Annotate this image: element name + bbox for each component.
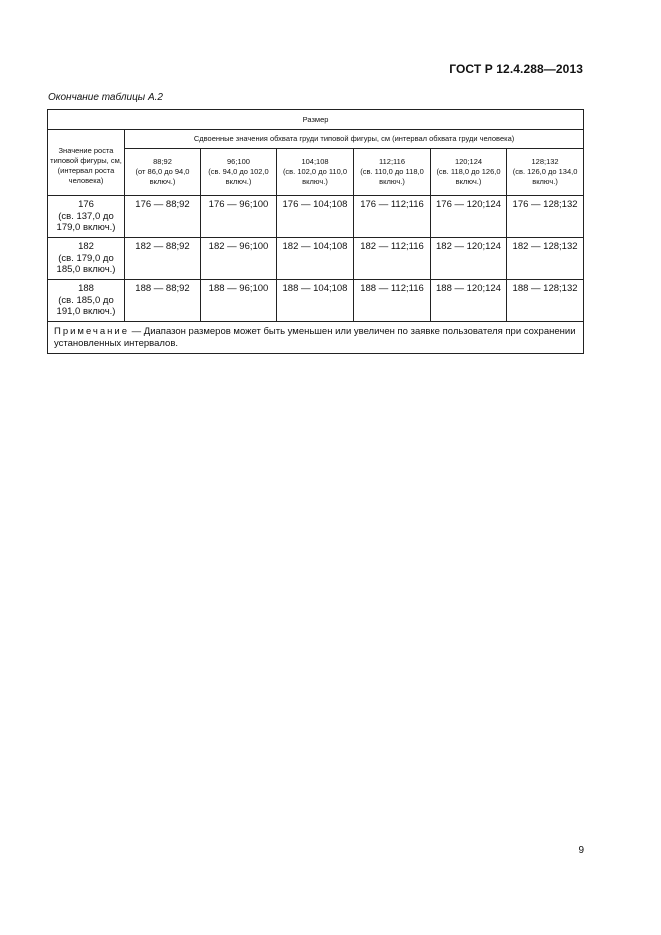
height-range: (св. 179,0 до 185,0 включ.)	[56, 252, 116, 275]
size-cell: 182 — 112;116	[354, 238, 431, 280]
chest-column-value: 112;116	[379, 157, 405, 166]
size-cell: 188 — 88;92	[125, 280, 201, 322]
note-text: — Диапазон размеров может быть уменьшен или увеличен по заявке пользователя при сохранении установленных интервалов.	[54, 326, 576, 349]
height-cell	[48, 196, 125, 238]
table-row	[48, 238, 584, 280]
size-cell: 182 — 96;100	[201, 238, 277, 280]
document-standard-number: ГОСТ Р 12.4.288—2013	[449, 62, 583, 76]
table-row	[48, 196, 584, 238]
height-cell	[48, 238, 125, 280]
page-number: 9	[578, 845, 584, 856]
size-cell: 188 — 120;124	[431, 280, 507, 322]
size-cell: 188 — 96;100	[201, 280, 277, 322]
height-range: (св. 185,0 до 191,0 включ.)	[56, 294, 116, 317]
chest-column-header	[277, 149, 354, 196]
chest-column-header	[354, 149, 431, 196]
size-cell: 188 — 128;132	[507, 280, 584, 322]
height-value: 182	[78, 241, 94, 252]
size-header: Размер	[48, 110, 584, 130]
size-cell: 188 — 112;116	[354, 280, 431, 322]
height-value: 176	[78, 199, 94, 210]
chest-column-range: (св. 94,0 до 102,0 включ.)	[208, 167, 269, 186]
chest-column-header	[431, 149, 507, 196]
size-cell: 182 — 88;92	[125, 238, 201, 280]
size-cell: 176 — 120;124	[431, 196, 507, 238]
height-range: (св. 137,0 до 179,0 включ.)	[56, 210, 116, 233]
size-cell: 176 — 96;100	[201, 196, 277, 238]
size-cell: 188 — 104;108	[277, 280, 354, 322]
chest-column-value: 88;92	[153, 157, 172, 166]
chest-column-range: (св. 102,0 до 110,0 включ.)	[282, 167, 348, 186]
height-value: 188	[78, 283, 94, 294]
chest-column-value: 120;124	[454, 157, 483, 166]
size-table	[47, 109, 584, 354]
chest-column-header	[125, 149, 201, 196]
chest-group-header: Сдвоенные значения обхвата груди типовой фигуры, см (интервал обхвата груди человека)	[125, 130, 584, 149]
chest-column-range: (св. 118,0 до 126,0 включ.)	[436, 167, 501, 186]
size-cell: 182 — 128;132	[507, 238, 584, 280]
chest-column-range: (св. 110,0 до 118,0 включ.)	[360, 167, 424, 186]
chest-column-value: 96;100	[227, 157, 250, 166]
chest-column-header	[507, 149, 584, 196]
table-caption: Окончание таблицы А.2	[48, 92, 163, 103]
note-label: Примечание	[54, 326, 129, 337]
size-cell: 176 — 104;108	[277, 196, 354, 238]
size-cell: 176 — 88;92	[125, 196, 201, 238]
table-row	[48, 280, 584, 322]
chest-column-value: 128;132	[531, 157, 559, 166]
table-note	[48, 322, 584, 354]
size-cell: 182 — 120;124	[431, 238, 507, 280]
height-cell	[48, 280, 125, 322]
size-cell: 182 — 104;108	[277, 238, 354, 280]
height-column-header: Значение роста типовой фигуры, см, (интервал роста человека)	[48, 130, 125, 196]
size-cell: 176 — 128;132	[507, 196, 584, 238]
chest-column-header	[201, 149, 277, 196]
chest-column-value: 104;108	[301, 157, 329, 166]
chest-column-range: (от 86,0 до 94,0 включ.)	[135, 167, 190, 186]
chest-column-range: (св. 126,0 до 134,0 включ.)	[512, 167, 578, 186]
size-cell: 176 — 112;116	[354, 196, 431, 238]
